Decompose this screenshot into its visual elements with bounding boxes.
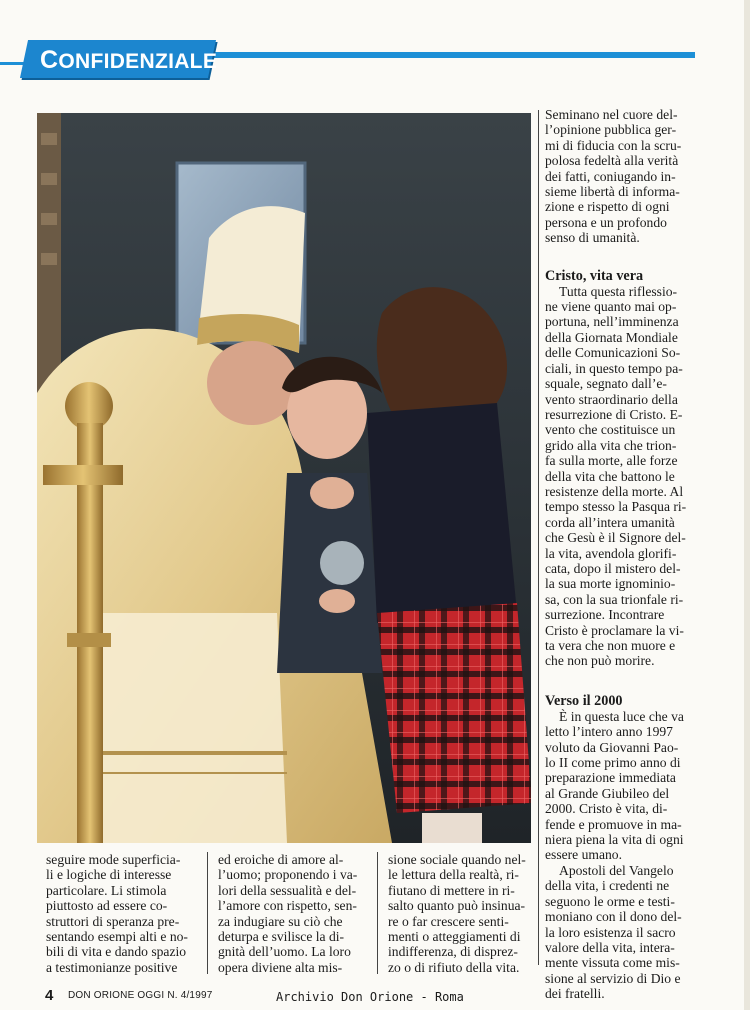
verso-paragraph-2: Apostoli del Vangelo della vita, i credenti ne seguono le orme e testi- moniano con il dono del- la loro esistenza il sacro valore della vita, intera- mente vissuta come mis- sione al servizio di Dio e dei fratelli. [545, 862, 682, 1002]
photo-illustration [37, 113, 531, 843]
intro-paragraph: Seminano nel cuore del- l’opinione pubblica ger- mi di fiducia con la scru- polosa fedeltà alla verità dei fatti, coniugando in- sieme libertà di informa- zione e rispetto di ogni persona e un profondo senso di umanità. [545, 107, 682, 246]
bottom-column-1: seguire mode superficia- li e logiche di interesse particolare. Li stimola piuttosto ad essere co- struttori di speranza pre- sentando esempi alti e no- bili di vita e dando spazio a testimonianze positive [46, 852, 188, 975]
side-column [545, 107, 705, 1002]
publication-info: DON ORIONE OGGI N. 4/1997 [68, 990, 213, 1001]
section-title: CONFIDENZIALE [40, 46, 218, 74]
page-edge [744, 0, 750, 1010]
pope-embracing-children-photo [37, 113, 531, 843]
column-rule-1 [207, 852, 208, 974]
archive-stamp: Archivio Don Orione - Roma [276, 990, 464, 1004]
page-number: 4 [45, 987, 54, 1004]
bottom-column-3: sione sociale quando nel- le lettura della realtà, ri- fiutano di mettere in ri- salto quanto può insinua- re o far crescere senti- menti o atteggiamenti di indifferenza, di disprez- zo o di rifiuto della vita. [388, 852, 526, 975]
verso-paragraph-1: È in questa luce che va letto l’intero anno 1997 voluto da Giovanni Pao- lo II come primo anno di preparazione immediata al Grande Giubileo del 2000. Cristo è vita, di- fende e promuove in ma- niera piena la vita di ogni essere umano. [545, 708, 684, 863]
column-rule-side [538, 110, 539, 965]
bottom-column-2: ed eroiche di amore al- l’uomo; proponendo i va- lori della sessualità e del- l’amore con rispetto, sen- za indugiare su ciò che deturpa e svilisce la di- gnità dell’uomo. La loro opera diviene alta mis- [218, 852, 358, 975]
header-rule [200, 52, 695, 58]
subheading-verso-il-2000: Verso il 2000 [545, 692, 623, 709]
column-rule-2 [377, 852, 378, 974]
cristo-paragraph: Tutta questa riflessio- ne viene quanto mai op- portuna, nell’imminenza della Giornata Mondiale delle Comunicazioni So- ciali, in questo tempo pa- squale, segnato dall’e- vento straordinario della resurrezione di Cristo. E- vento che costituisce un grido alla vita che trion- fa sulla morte, alle forze della vita che battono le resistenze della morte. Al tempo stesso la Pasqua ri- corda all’intera umanità che Gesù è il Signore del- la vita, avendola glorifi- cata, dopo il mistero del- la sua morte ignominio- sa, con la sua trionfale ri- surrezione. Incontrare Cristo è proclamare la vi- ta vera che non muore e che non può morire. [545, 283, 687, 669]
subheading-cristo-vita-vera: Cristo, vita vera [545, 267, 644, 284]
